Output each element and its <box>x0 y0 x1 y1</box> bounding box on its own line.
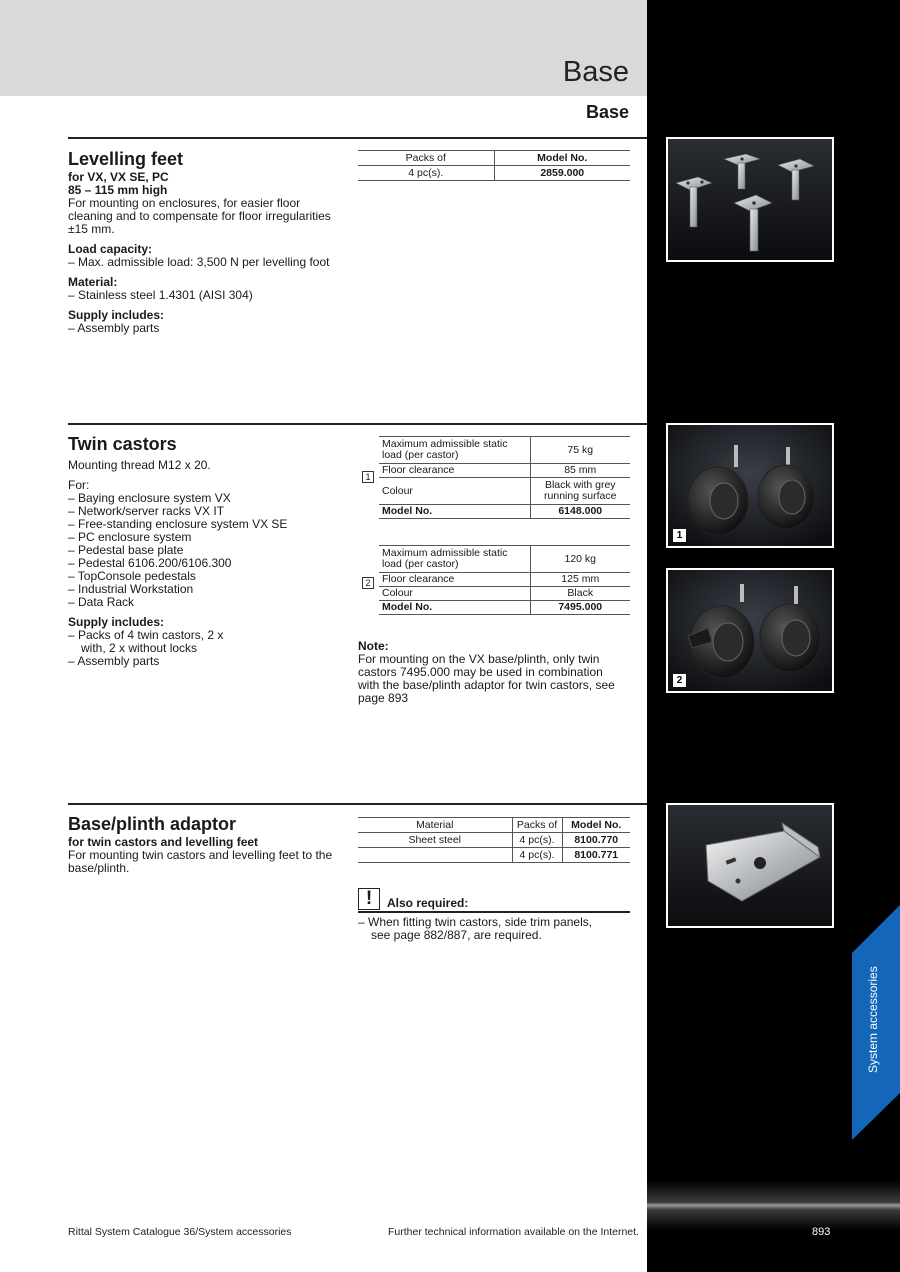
cell-label: Floor clearance <box>379 464 530 478</box>
cell-label: Model No. <box>379 505 530 519</box>
supply-label: Supply includes: <box>68 308 165 322</box>
section-title: Levelling feet <box>68 149 184 169</box>
note-label: Note: <box>358 639 389 653</box>
footer-center: Further technical information available on the Internet. <box>388 1226 639 1238</box>
supply-label: Supply includes: <box>68 615 165 629</box>
table-row: 4 pc(s). 2859.000 <box>358 166 630 181</box>
list-item: – PC enclosure system <box>68 530 192 544</box>
for-label: For: <box>68 478 90 492</box>
column-header: Model No. <box>562 818 630 833</box>
list-item: – Pedestal base plate <box>68 543 184 557</box>
note-text: For mounting on the VX base/plinth, only twin castors 7495.000 may be used in combination with the base/plinth adaptor for twin castors, see page 893 <box>358 652 615 705</box>
also-required-label: Also required: <box>387 896 469 910</box>
section-divider <box>68 803 647 805</box>
section-tab[interactable] <box>852 905 900 1140</box>
description: For mounting on enclosures, for easier floor cleaning and to compensate for floor irregularities ±15 mm. <box>68 196 331 236</box>
list-item: – Stainless steel 1.4301 (AISI 304) <box>68 288 253 302</box>
castor-table-1 <box>358 436 630 524</box>
list-item: – When fitting twin castors, side trim panels, see page 882/887, are required. <box>358 915 593 942</box>
levelling-feet-photo <box>666 137 834 262</box>
column-header: Model No. <box>494 151 630 166</box>
castor-table-2 <box>358 545 630 623</box>
cell-value: 75 kg <box>530 437 630 464</box>
section-tab-label: System accessories <box>866 966 880 1073</box>
list-item: – Data Rack <box>68 595 135 609</box>
column-header: Material <box>358 818 512 833</box>
column-header: Packs of <box>512 818 562 833</box>
warning-icon: ! <box>358 888 380 910</box>
list-item: – Industrial Workstation <box>68 582 194 596</box>
list-item: – Assembly parts <box>68 321 160 335</box>
page-number: 893 <box>812 1226 831 1238</box>
cell-label: Model No. <box>379 601 530 615</box>
levelling-feet-section <box>68 148 348 335</box>
list-item: – Free-standing enclosure system VX SE <box>68 517 288 531</box>
page-title: Base <box>562 56 629 88</box>
list-item: – Assembly parts <box>68 654 160 668</box>
material-label: Material: <box>68 275 118 289</box>
cell-label: Colour <box>379 478 530 505</box>
twin-castor-photo-2 <box>666 568 834 693</box>
cell-label: Maximum admissible static load (per castor) <box>379 546 530 573</box>
list-item: – Packs of 4 twin castors, 2 x with, 2 x without locks <box>68 628 224 655</box>
list-item: – TopConsole pedestals <box>68 569 196 583</box>
list-item: – Network/server racks VX IT <box>68 504 225 518</box>
photo-tag: 2 <box>673 674 686 687</box>
twin-castor-photo-1 <box>666 423 834 548</box>
description: For mounting twin castors and levelling feet to the base/plinth. <box>68 848 333 875</box>
height-range: 85 – 115 mm high <box>68 183 168 197</box>
cell-value: Black <box>530 587 630 601</box>
header-band <box>0 0 647 96</box>
cell-label: Floor clearance <box>379 573 530 587</box>
section-divider <box>68 137 647 139</box>
levelling-feet-table <box>358 150 630 181</box>
variant-number: 1 <box>362 471 374 483</box>
adaptor-table <box>358 817 630 863</box>
footer-left: Rittal System Catalogue 36/System accessories <box>68 1226 292 1238</box>
cell-value: 7495.000 <box>530 601 630 615</box>
section-divider <box>68 423 647 425</box>
load-label: Load capacity: <box>68 242 153 256</box>
subtitle: for VX, VX SE, PC <box>68 170 169 184</box>
cell-label: Maximum admissible static load (per castor) <box>379 437 530 464</box>
cell-value: 120 kg <box>530 546 630 573</box>
section-title: Twin castors <box>68 434 177 454</box>
adaptor-section <box>68 813 348 875</box>
variant-number: 2 <box>362 577 374 589</box>
subtitle: for twin castors and levelling feet <box>68 835 259 849</box>
photo-tag: 1 <box>673 529 686 542</box>
note <box>358 640 618 705</box>
cell-value: 6148.000 <box>530 505 630 519</box>
twin-castors-section <box>68 433 348 668</box>
cell-label: Colour <box>379 587 530 601</box>
section-title: Base/plinth adaptor <box>68 814 237 834</box>
also-required-box <box>358 888 630 942</box>
cell-value: 125 mm <box>530 573 630 587</box>
list-item: – Baying enclosure system VX <box>68 491 231 505</box>
list-item: – Pedestal 6106.200/6106.300 <box>68 556 232 570</box>
column-header: Packs of <box>358 151 494 166</box>
table-row: Sheet steel 4 pc(s). 8100.770 <box>358 833 630 848</box>
list-item: – Max. admissible load: 3,500 N per levelling foot <box>68 255 330 269</box>
cell-value: Black with grey running surface <box>530 478 630 505</box>
mounting-thread: Mounting thread M12 x 20. <box>68 458 211 472</box>
table-row: 4 pc(s). 8100.771 <box>358 848 630 863</box>
page-subtitle: Base <box>585 102 629 122</box>
cell-value: 85 mm <box>530 464 630 478</box>
adaptor-photo <box>666 803 834 928</box>
